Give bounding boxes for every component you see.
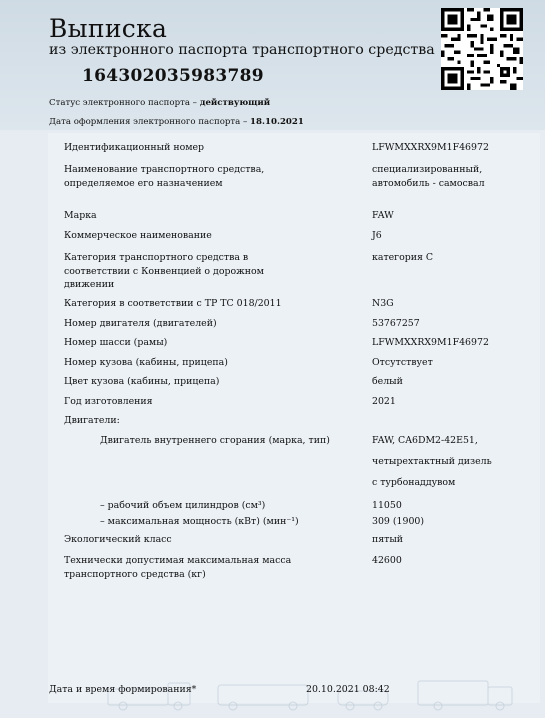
row-value-max-mass: 42600 bbox=[372, 555, 402, 566]
document-title: Выписка bbox=[49, 14, 168, 43]
row-value-ice-line3: с турбонаддувом bbox=[372, 477, 456, 488]
row-value-displacement: 11050 bbox=[372, 500, 402, 511]
row-label-displacement: – рабочий объем цилиндров (см³) bbox=[100, 500, 266, 511]
row-label-category-tr: Категория в соответствии с ТР ТС 018/2011 bbox=[64, 298, 282, 309]
row-value-chassis-number: LFWMXXRX9M1F46972 bbox=[372, 337, 489, 348]
status-label: Статус электронного паспорта – bbox=[49, 98, 200, 108]
status-line bbox=[49, 98, 270, 108]
row-value-engine-number: 53767257 bbox=[372, 318, 420, 329]
row-label-eco-class: Экологический класс bbox=[64, 534, 172, 545]
row-value-year: 2021 bbox=[372, 396, 396, 407]
row-label-engines: Двигатели: bbox=[64, 415, 120, 426]
passport-number: 164302035983789 bbox=[82, 66, 264, 86]
qr-code-icon bbox=[441, 8, 523, 90]
row-label-max-power: – максимальная мощность (кВт) (мин⁻¹) bbox=[100, 516, 299, 527]
row-label-chassis-number: Номер шасси (рамы) bbox=[64, 337, 168, 348]
row-label-max-mass: Технически допустимая максимальная масса транспортного средства (кг) bbox=[64, 555, 292, 580]
row-value-body-number: Отсутствует bbox=[372, 357, 433, 368]
row-label-ice: Двигатель внутреннего сгорания (марка, тип) bbox=[100, 435, 330, 446]
row-value-commercial-name: J6 bbox=[372, 230, 382, 241]
issue-date-label: Дата оформления электронного паспорта – bbox=[49, 117, 251, 127]
status-value: действующий bbox=[199, 98, 271, 108]
row-label-vehicle-name: Наименование транспортного средства, определяемое его назначением bbox=[64, 164, 265, 189]
row-label-body-number: Номер кузова (кабины, прицепа) bbox=[64, 357, 228, 368]
document-subtitle: из электронного паспорта транспортного средства bbox=[49, 42, 435, 58]
row-label-engine-number: Номер двигателя (двигателей) bbox=[64, 318, 217, 329]
row-label-commercial-name: Коммерческое наименование bbox=[64, 230, 212, 241]
row-value-category-tr: N3G bbox=[372, 298, 394, 309]
row-label-brand: Марка bbox=[64, 210, 97, 221]
row-value-brand: FAW bbox=[372, 210, 394, 221]
row-value-max-power: 309 (1900) bbox=[372, 516, 425, 527]
row-value-vin: LFWMXXRX9M1F46972 bbox=[372, 142, 489, 153]
generation-datetime-label: Дата и время формирования* bbox=[49, 684, 197, 695]
generation-datetime-value: 20.10.2021 08:42 bbox=[306, 684, 390, 695]
row-value-eco-class: пятый bbox=[372, 534, 404, 545]
row-value-ice-line1: FAW, CA6DM2-42E51, bbox=[372, 435, 478, 446]
row-value-ice-line2: четырехтактный дизель bbox=[372, 456, 492, 467]
row-label-category-convention: Категория транспортного средства в соответствии с Конвенцией о дорожном движении bbox=[64, 252, 264, 290]
row-label-body-color: Цвет кузова (кабины, прицепа) bbox=[64, 376, 220, 387]
row-value-category-convention: категория С bbox=[372, 252, 434, 263]
issue-date-value: 18.10.2021 bbox=[250, 117, 304, 127]
row-value-vehicle-name: специализированный, автомобиль - самосвал bbox=[372, 164, 485, 189]
row-label-year: Год изготовления bbox=[64, 396, 153, 407]
row-label-vin: Идентификационный номер bbox=[64, 142, 205, 153]
issue-date-line bbox=[49, 117, 304, 127]
row-value-body-color: белый bbox=[372, 376, 403, 387]
